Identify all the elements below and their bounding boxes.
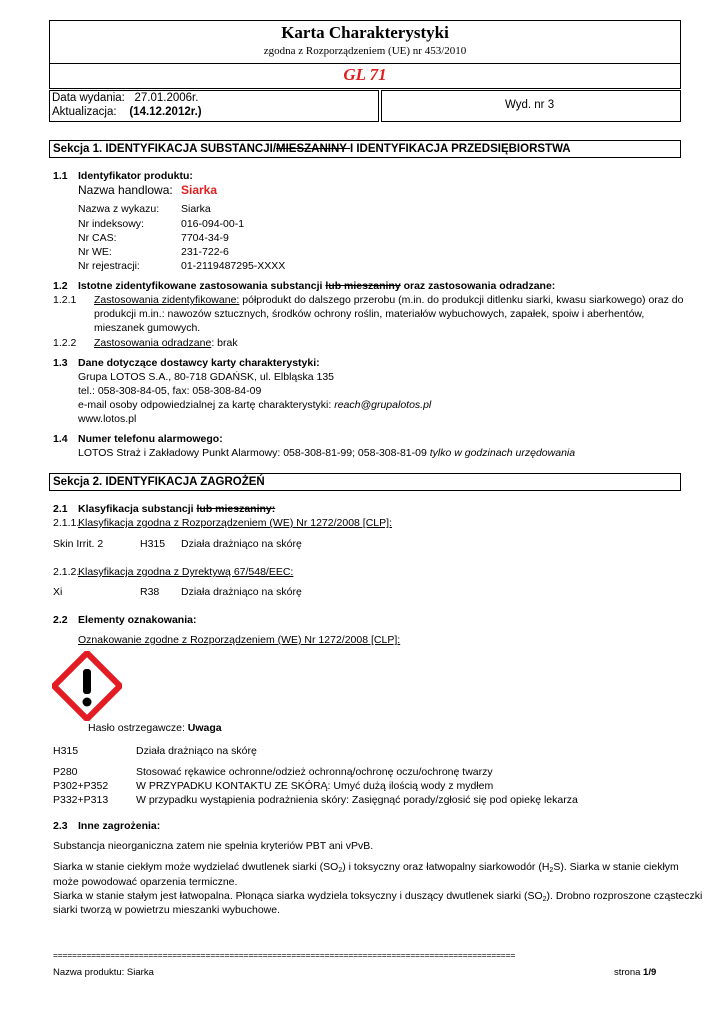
trade-name-label: Nazwa handlowa: [78, 183, 173, 197]
s21-title-struck: lub mieszaniny: [196, 503, 276, 515]
section1-heading-text-end: I IDENTYFIKACJA PRZEDSIĘBIORSTWA [349, 143, 571, 155]
s21-number: 2.1 [53, 503, 68, 515]
id-label: Nr WE: [78, 246, 112, 258]
s23-p2-text-c: S). Siarka w stanie ciekłym [553, 861, 679, 873]
emergency-phone-line [78, 447, 575, 460]
s122-value: : brak [211, 337, 238, 349]
emergency-phone: LOTOS Straż i Zakładowy Punkt Alarmowy: 058-308-81-99; 058-308-81-09 [78, 447, 430, 459]
s23-paragraph2-line1 [53, 861, 679, 874]
precaution-code: P332+P313 [53, 794, 109, 806]
supplier-company: Grupa LOTOS S.A., 80-718 GDAŃSK, ul. Elbląska 135 [78, 371, 335, 383]
id-label: Nr indeksowy: [78, 218, 144, 230]
footer-rule: ================================================================================================= [53, 950, 516, 960]
s23-paragraph3-line2: siarki tworzą w powietrzu mieszanki wybuchowe. [53, 904, 280, 916]
supplier-phone: tel.: 058-308-84-05, fax: 058-308-84-09 [78, 385, 262, 397]
update-label: Aktualizacja: [52, 106, 117, 118]
eec-class: Xi [53, 586, 63, 598]
update-date: (14.12.2012r.) [129, 106, 202, 118]
s121-line3: mieszanek gumowych. [94, 322, 201, 334]
id-label: Nr rejestracji: [78, 260, 140, 272]
h2s-subscript: 2 [549, 867, 554, 874]
s22-subtitle: Oznakowanie zgodne z Rozporządzeniem (WE) Nr 1272/2008 [CLP]: [78, 634, 401, 646]
document-subtitle: zgodna z Rozporządzeniem (UE) nr 453/2010 [263, 45, 467, 57]
edition-number: Wyd. nr 3 [505, 99, 555, 111]
supplier-email-line [78, 399, 431, 412]
supplier-website[interactable]: www.lotos.pl [78, 413, 137, 425]
s211-number: 2.1.1. [53, 517, 80, 529]
s122-line [94, 337, 238, 350]
hazard-code: H315 [53, 745, 79, 757]
signal-word-label: Hasło ostrzegawcze: [88, 722, 188, 734]
s23-p3-text-b: ). Drobno rozproszone cząsteczki [546, 890, 703, 902]
id-value: 01-2119487295-XXXX [181, 260, 286, 272]
id-value: 231-722-6 [181, 246, 229, 258]
s23-title: Inne zagrożenia: [78, 820, 161, 832]
document-title: Karta Charakterystyki [281, 23, 449, 42]
so2-subscript: 2 [542, 896, 547, 903]
s122-label: Zastosowania odradzane [94, 337, 212, 349]
footer-page-label: strona [614, 967, 644, 978]
s23-p2-text-b: ) i toksyczny oraz łatwopalny siarkowodór (H [342, 861, 550, 873]
s21-title-text: Klasyfikacja substancji [78, 503, 197, 515]
s121-line2: produkcji m.in.: nawozów sztucznych, środków ochrony roślin, materiałów wybuchowych, zapałek, spoiw i aberhentów, [94, 308, 645, 320]
issue-date-line [52, 92, 198, 105]
issue-label: Data wydania: [52, 92, 125, 104]
section2-heading: Sekcja 2. IDENTYFIKACJA ZAGROŻEŃ [53, 476, 265, 488]
precaution-code: P302+P352 [53, 780, 109, 792]
clp-class: Skin Irrit. 2 [53, 538, 104, 550]
issue-date: 27.01.2006r. [134, 92, 199, 104]
clp-desc: Działa drażniąco na skórę [181, 538, 302, 550]
s22-number: 2.2 [53, 614, 68, 626]
section1-heading [53, 143, 571, 156]
product-code: GL 71 [343, 65, 387, 84]
precaution-code: P280 [53, 766, 78, 778]
emergency-hours: tylko w godzinach urzędowania [429, 447, 576, 459]
id-value: 016-094-00-1 [181, 218, 245, 230]
eec-desc: Działa drażniąco na skórę [181, 586, 302, 598]
supplier-email-label: e-mail osoby odpowiedzialnej za kartę charakterystyki: [78, 399, 335, 411]
s23-number: 2.3 [53, 820, 68, 832]
precaution-text: Stosować rękawice ochronne/odzież ochronną/ochronę oczu/ochronę twarzy [136, 766, 493, 778]
section1-heading-text: Sekcja 1. IDENTYFIKACJA SUBSTANCJI/ [53, 143, 277, 155]
s22-title: Elementy oznakowania: [78, 614, 197, 626]
supplier-email[interactable]: reach@grupalotos.pl [334, 399, 432, 411]
s121-text: półprodukt do dalszego przerobu (m.in. do produkcji ditlenku siarki, kwasu siarkowego) oraz do [239, 294, 684, 306]
s21-title [78, 503, 275, 516]
s12-title-text-end: oraz zastosowania odradzane: [400, 280, 556, 292]
s14-title: Numer telefonu alarmowego: [78, 433, 223, 445]
precaution-text: W PRZYPADKU KONTAKTU ZE SKÓRĄ: Umyć dużą ilością wody z mydłem [136, 780, 494, 792]
hazard-text: Działa drażniąco na skórę [136, 745, 257, 757]
precaution-text: W przypadku wystąpienia podrażnienia skóry: Zasięgnąć porady/zgłosić się pod opiekę lekarza [136, 794, 578, 806]
s23-paragraph2-line2: może powodować oparzenia termiczne. [53, 876, 238, 888]
so2-subscript: 2 [338, 867, 343, 874]
s23-paragraph3-line1 [53, 890, 702, 903]
s14-number: 1.4 [53, 433, 68, 445]
footer-page [614, 966, 656, 979]
s12-title-text: Istotne zidentyfikowane zastosowania substancji [78, 280, 326, 292]
clp-code: H315 [140, 538, 166, 550]
s23-p3-text-a: Siarka w stanie stałym jest łatwopalna. Płonąca siarka wydziela toksyczny i duszący dwutlenek siarki (SO [53, 890, 543, 902]
id-label: Nr CAS: [78, 232, 117, 244]
s12-number: 1.2 [53, 280, 68, 292]
id-value: Siarka [181, 203, 211, 215]
section1-heading-struck: MIESZANINY [276, 143, 350, 155]
s122-number: 1.2.2 [53, 337, 77, 349]
s211-title: Klasyfikacja zgodna z Rozporządzeniem (WE) Nr 1272/2008 [CLP]: [78, 517, 392, 529]
s13-number: 1.3 [53, 357, 68, 369]
footer-page-number: 1/9 [643, 967, 657, 978]
id-label: Nazwa z wykazu: [78, 203, 160, 215]
s212-title: Klasyfikacja zgodna z Dyrektywą 67/548/EEC: [78, 566, 294, 578]
update-date-line [52, 106, 202, 119]
s23-p2-text-a: Siarka w stanie ciekłym może wydzielać dwutlenek siarki (SO [53, 861, 339, 873]
trade-name: Siarka [181, 183, 218, 197]
footer-product-name: Nazwa produktu: Siarka [53, 967, 154, 978]
s13-title: Dane dotyczące dostawcy karty charakterystyki: [78, 357, 320, 369]
s121-line1 [94, 294, 684, 307]
ghs-exclamation-mark-icon [52, 651, 122, 721]
s11-title: Identyfikator produktu: [78, 170, 193, 182]
signal-word: Uwaga [187, 722, 222, 734]
s12-title [78, 280, 555, 293]
s11-number: 1.1 [53, 170, 68, 182]
eec-code: R38 [140, 586, 160, 598]
signal-word-line [88, 722, 222, 735]
s12-title-struck: lub mieszaniny [325, 280, 401, 292]
s121-label: Zastosowania zidentyfikowane: [94, 294, 240, 306]
s121-number: 1.2.1 [53, 294, 77, 306]
id-value: 7704-34-9 [181, 232, 229, 244]
s212-number: 2.1.2. [53, 566, 80, 578]
s23-paragraph1: Substancja nieorganiczna zatem nie spełnia kryteriów PBT ani vPvB. [53, 840, 374, 852]
